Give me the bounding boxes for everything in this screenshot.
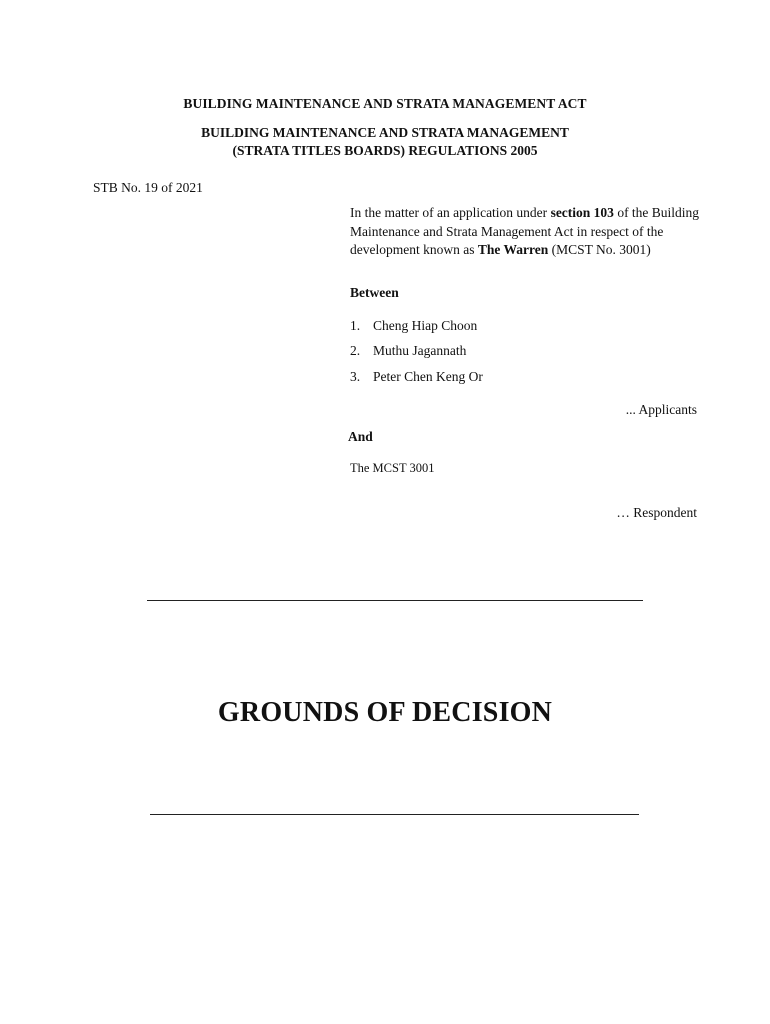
development-name: The Warren <box>477 242 549 257</box>
section-reference: section 103 <box>550 205 614 220</box>
list-number: 2. <box>350 343 361 358</box>
top-divider <box>147 600 643 601</box>
list-number: 1. <box>350 318 361 333</box>
regulations-line-2: (STRATA TITLES BOARDS) REGULATIONS 2005 <box>232 143 538 158</box>
regulations-title <box>0 124 770 160</box>
list-number: 3. <box>350 369 361 384</box>
act-title: BUILDING MAINTENANCE AND STRATA MANAGEMENT ACT <box>183 96 587 111</box>
list-item <box>350 343 466 359</box>
applicant-name: Cheng Hiap Choon <box>373 318 478 333</box>
matter-text-2: of the Building Maintenance and Strata Management Act in respect of the development known as <box>350 205 700 257</box>
list-item <box>350 369 483 385</box>
between-label: Between <box>350 285 399 300</box>
document-title: GROUNDS OF DECISION <box>217 697 553 728</box>
matter-text-3: (MCST No. 3001) <box>548 242 651 257</box>
matter-text-1: In the matter of an application under <box>350 205 551 220</box>
respondent-name: The MCST 3001 <box>350 461 435 475</box>
applicant-name: Muthu Jagannath <box>373 343 467 358</box>
list-item <box>350 318 477 334</box>
matter-paragraph <box>350 204 700 260</box>
regulations-line-1: BUILDING MAINTENANCE AND STRATA MANAGEMENT <box>201 125 569 140</box>
bottom-divider <box>150 814 639 815</box>
applicant-name: Peter Chen Keng Or <box>373 369 483 384</box>
case-number: STB No. 19 of 2021 <box>93 180 203 195</box>
respondent-label: … Respondent <box>616 505 697 520</box>
and-label: And <box>348 429 373 444</box>
applicants-label: ... Applicants <box>625 402 697 417</box>
